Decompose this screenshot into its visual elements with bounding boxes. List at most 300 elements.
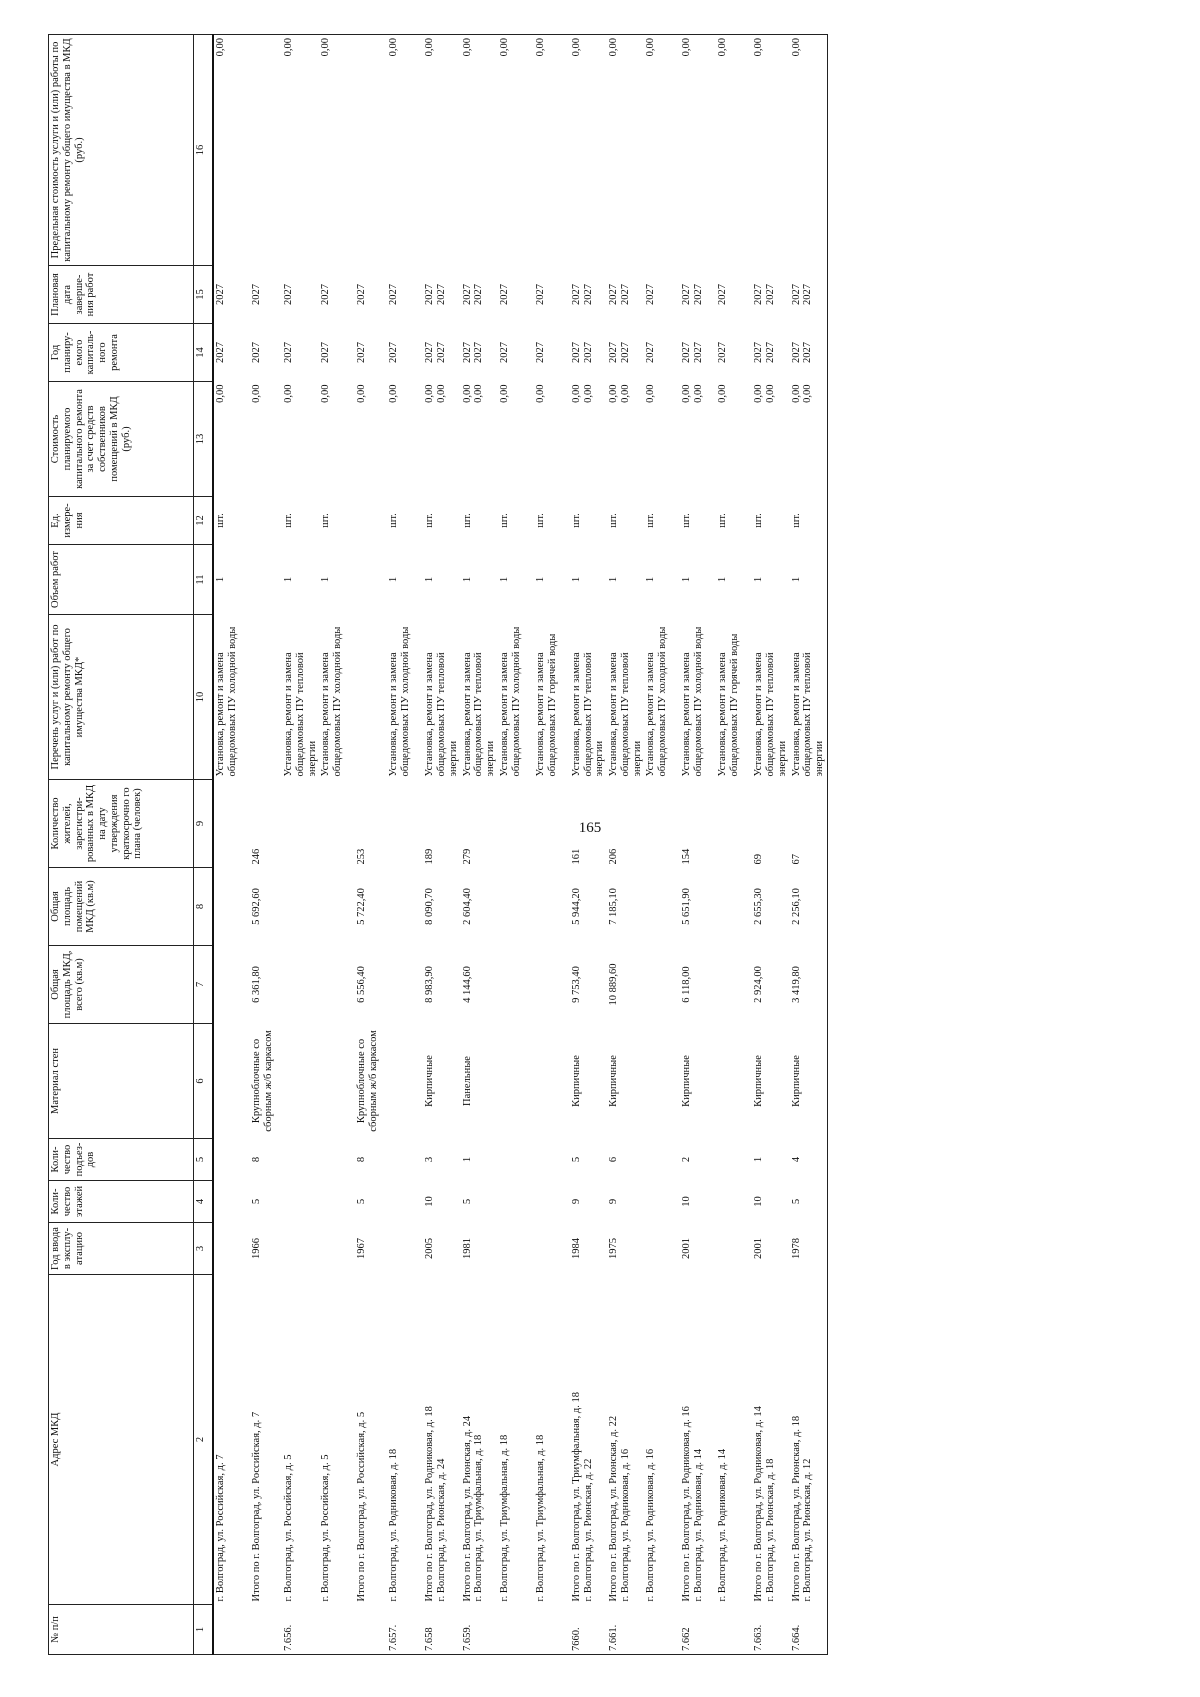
cell-entrances	[319, 1139, 355, 1181]
cell-residents	[282, 780, 319, 868]
cell-completion-date: 2027 2027	[681, 284, 704, 305]
cell-year-built	[498, 1223, 534, 1275]
cell-works-list	[250, 615, 282, 780]
cell-year-built	[319, 1223, 355, 1275]
cell-address: Итого по г. Волгоград, ул. Рионская, д. 18 г. Волгоград, ул. Рионская, д. 12	[790, 1275, 828, 1605]
table-row	[716, 35, 752, 1655]
cell-owner-cost: 0,00 0,00	[570, 384, 594, 403]
cell-max-cost: 0,00	[607, 35, 644, 266]
cell-completion-date: 2027	[251, 284, 262, 305]
cell-address: г. Волгоград, ул. Российская, д. 5	[320, 1454, 332, 1602]
cell-floors	[498, 1181, 534, 1223]
cell-premises-area: 5 651,90	[681, 888, 693, 925]
cell-total-area: 3 419,80	[790, 946, 828, 1024]
cell-repair-year: 2027	[534, 342, 546, 363]
cell-max-cost: 0,00	[461, 35, 498, 266]
cell-entrances	[213, 1139, 250, 1181]
cell-work-volume: 1	[645, 576, 657, 583]
cell-works-list: Установка, ремонт и замена общедомовых ПУ тепловой энергии	[424, 652, 459, 777]
column-number: 9	[194, 780, 214, 868]
cell-work-volume: 1	[498, 576, 510, 583]
cell-premises-area	[282, 868, 319, 946]
cell-total-area	[387, 946, 423, 1024]
cell-year-built	[716, 1223, 752, 1275]
cell-unit: шт.	[608, 513, 619, 528]
column-header: Общая площадь МКД, всего (кв.м)	[49, 946, 194, 1024]
cell-owner-cost: 0,00	[388, 384, 400, 403]
cell-row-number: 7.661.	[607, 1605, 644, 1655]
cell-address: г. Волгоград, ул. Российская, д. 7	[215, 1454, 226, 1602]
column-number: 16	[194, 35, 214, 266]
cell-works-list: Установка, ремонт и замена общедомовых ПУ холодной воды	[215, 626, 238, 777]
cell-wall-material: Панельные	[461, 1056, 473, 1106]
page-number: 165	[578, 820, 602, 836]
cell-year-built: 2001	[753, 1238, 765, 1259]
cell-year-built: 1978	[790, 1223, 828, 1275]
cell-year-built: 2005	[424, 1238, 436, 1259]
column-header: Год планиру-емого капиталь-ного ремонта	[49, 324, 194, 382]
table-row	[423, 35, 460, 1655]
cell-entrances: 1	[753, 1156, 765, 1163]
cell-repair-year: 2027 2027	[753, 342, 776, 363]
cell-row-number	[250, 1605, 282, 1655]
cell-work-volume: 1	[215, 576, 226, 583]
cell-work-volume: 1	[570, 576, 582, 583]
cell-entrances	[387, 1139, 423, 1181]
cell-floors: 5	[251, 1198, 262, 1205]
column-number-row	[194, 35, 214, 1655]
cell-repair-year: 2027	[320, 342, 332, 363]
cell-floors	[387, 1181, 423, 1223]
cell-address: г. Волгоград, ул. Триумфальная, д. 18	[498, 1434, 510, 1602]
cell-year-built: 1967	[356, 1238, 368, 1259]
cell-wall-material	[644, 1024, 680, 1139]
cell-owner-cost: 0,00	[498, 384, 510, 403]
cell-repair-year: 2027	[717, 342, 729, 363]
cell-completion-date: 2027	[215, 284, 226, 305]
cell-completion-date: 2027 2027	[461, 284, 485, 305]
cell-address: Итого по г. Волгоград, ул. Рионская, д. 22 г. Волгоград, ул. Родниковая, д. 16	[608, 1415, 631, 1602]
cell-residents	[716, 780, 752, 868]
cell-entrances	[282, 1139, 319, 1181]
cell-residents: 253	[356, 848, 368, 865]
cell-row-number: 7.658	[423, 1605, 460, 1655]
cell-floors: 10	[753, 1196, 765, 1207]
cell-floors: 5	[461, 1198, 473, 1205]
cell-owner-cost: 0,00	[320, 384, 332, 403]
table-row	[752, 35, 789, 1655]
cell-max-cost: 0,00	[498, 35, 534, 266]
cell-work-volume: 1	[461, 576, 473, 583]
column-header: Адрес МКД	[49, 1275, 194, 1605]
cell-premises-area: 7 185,10	[608, 888, 619, 925]
cell-repair-year: 2027	[645, 342, 657, 363]
cell-repair-year: 2027	[498, 342, 510, 363]
cell-works-list: Установка, ремонт и замена общедомовых ПУ тепловой энергии	[283, 652, 318, 777]
cell-max-cost: 0,00	[282, 35, 319, 266]
cell-row-number	[498, 1605, 534, 1655]
cell-unit: шт.	[320, 513, 332, 528]
cell-works-list: Установка, ремонт и замена общедомовых ПУ холодной воды	[388, 626, 411, 777]
cell-entrances	[498, 1139, 534, 1181]
cell-floors	[716, 1181, 752, 1223]
cell-owner-cost: 0,00	[534, 384, 546, 403]
column-number: 12	[194, 497, 214, 545]
cell-unit	[355, 497, 387, 545]
cell-repair-year: 2027	[215, 342, 226, 363]
cell-works-list: Установка, ремонт и замена общедомовых ПУ холодной воды	[681, 626, 704, 777]
cell-work-volume: 1	[424, 576, 436, 583]
cell-completion-date: 2027	[645, 284, 657, 305]
cell-wall-material	[213, 1024, 250, 1139]
cell-total-area	[644, 946, 680, 1024]
cell-residents	[534, 780, 570, 868]
column-header: Предельная стоимость услуги и (или) работы по капитальному ремонту общего имущества в МКД (руб.)	[49, 35, 194, 266]
cell-row-number	[355, 1605, 387, 1655]
cell-entrances	[716, 1139, 752, 1181]
column-header: Количество жителей, зарегистри-рованных в МКД на дату утверждения краткосрочно го плана (человек)	[49, 780, 194, 868]
cell-unit: шт.	[570, 513, 582, 528]
cell-completion-date: 2027 2027	[753, 284, 776, 305]
cell-completion-date: 2027	[283, 284, 294, 305]
cell-total-area: 6 556,40	[356, 966, 368, 1003]
cell-premises-area	[319, 868, 355, 946]
cell-premises-area: 2 604,40	[461, 888, 473, 925]
cell-max-cost: 0,00	[213, 35, 250, 266]
cell-total-area: 6 118,00	[681, 966, 693, 1003]
cell-premises-area: 5 944,20	[570, 888, 582, 925]
cell-owner-cost: 0,00	[283, 384, 294, 403]
cell-row-number	[319, 1605, 355, 1655]
cell-address: Итого по г. Волгоград, ул. Российская, д. 5	[356, 1411, 368, 1602]
cell-wall-material: Крупноблочные со сборным ж/б каркасом	[356, 1030, 379, 1132]
cell-floors	[319, 1181, 355, 1223]
cell-floors: 10	[681, 1196, 693, 1207]
cell-row-number: 7.659.	[461, 1605, 498, 1655]
cell-row-number	[213, 1605, 250, 1655]
cell-works-list: Установка, ремонт и замена общедомовых ПУ тепловой энергии	[461, 652, 496, 777]
table-body	[213, 35, 827, 1655]
cell-floors	[644, 1181, 680, 1223]
cell-unit: шт.	[461, 513, 473, 528]
table-row	[680, 35, 716, 1655]
cell-completion-date: 2027	[498, 284, 510, 305]
cell-floors: 10	[424, 1196, 436, 1207]
cell-max-cost: 0,00	[716, 35, 752, 266]
cell-premises-area: 5 692,60	[251, 888, 262, 925]
cell-owner-cost: 0,00 0,00	[461, 384, 485, 403]
table-row	[534, 35, 570, 1655]
cell-unit: шт.	[681, 513, 693, 528]
cell-year-built	[387, 1223, 423, 1275]
cell-work-volume: 1	[608, 576, 619, 583]
column-number: 10	[194, 615, 214, 780]
cell-total-area	[282, 946, 319, 1024]
cell-completion-date: 2027	[320, 284, 332, 305]
cell-repair-year: 2027	[388, 342, 400, 363]
cell-works-list: Установка, ремонт и замена общедомовых ПУ горячей воды	[717, 633, 740, 777]
cell-unit	[250, 497, 282, 545]
cell-entrances: 6	[608, 1156, 619, 1163]
cell-work-volume	[355, 545, 387, 615]
cell-total-area	[534, 946, 570, 1024]
cell-address: г. Волгоград, ул. Российская, д. 5	[283, 1454, 294, 1602]
cell-row-number: 7660.	[570, 1605, 607, 1655]
cell-floors: 9	[608, 1198, 619, 1205]
cell-max-cost: 0,00	[790, 35, 828, 266]
cell-unit: шт.	[717, 513, 729, 528]
cell-wall-material: Крупноблочные со сборным ж/б каркасом	[251, 1030, 274, 1132]
cell-address: г. Волгоград, ул. Родниковая, д. 16	[645, 1448, 657, 1602]
cell-year-built: 1975	[608, 1238, 619, 1259]
cell-residents: 69	[753, 854, 765, 865]
cell-repair-year: 2027 2027	[681, 342, 704, 363]
column-number: 13	[194, 382, 214, 497]
cell-entrances	[644, 1139, 680, 1181]
table-row	[282, 35, 319, 1655]
cell-max-cost	[250, 35, 282, 266]
table-row	[461, 35, 498, 1655]
column-number: 4	[194, 1181, 214, 1223]
cell-floors	[282, 1181, 319, 1223]
cell-wall-material: Кирпичные	[608, 1055, 619, 1107]
cell-owner-cost: 0,00	[251, 384, 262, 403]
column-number: 6	[194, 1024, 214, 1139]
cell-total-area: 8 983,90	[424, 966, 436, 1003]
cell-wall-material: Кирпичные	[681, 1055, 693, 1107]
cell-work-volume	[250, 545, 282, 615]
cell-max-cost: 0,00	[680, 35, 716, 266]
cell-work-volume: 1	[681, 576, 693, 583]
cell-premises-area	[387, 868, 423, 946]
cell-floors	[534, 1181, 570, 1223]
cell-owner-cost: 0,00 0,00	[608, 384, 631, 403]
cell-residents	[319, 780, 355, 868]
cell-works-list: Установка, ремонт и замена общедомовых ПУ холодной воды	[498, 626, 522, 777]
cell-residents: 279	[461, 848, 473, 865]
cell-row-number: 7.663.	[752, 1605, 789, 1655]
cell-address: Итого по г. Волгоград, ул. Рионская, д. 24 г. Волгоград, ул. Триумфальная, д. 18	[461, 1415, 485, 1602]
column-number: 11	[194, 545, 214, 615]
column-header: № п/п	[49, 1605, 194, 1655]
cell-premises-area: 2 655,30	[753, 888, 765, 925]
cell-row-number: 7.656.	[282, 1605, 319, 1655]
cell-owner-cost: 0,00 0,00	[790, 382, 828, 497]
cell-unit: шт.	[388, 513, 400, 528]
cell-repair-year: 2027 2027	[608, 342, 631, 363]
column-number: 3	[194, 1223, 214, 1275]
cell-premises-area	[644, 868, 680, 946]
cell-residents	[387, 780, 423, 868]
column-number: 7	[194, 946, 214, 1024]
cell-year-built: 1984	[570, 1238, 582, 1259]
cell-row-number	[534, 1605, 570, 1655]
cell-work-volume: 1	[753, 576, 765, 583]
cell-total-area	[716, 946, 752, 1024]
column-header: Перечень услуг и (или) работ по капитальному ремонту общего имущества МКД*	[49, 615, 194, 780]
cell-premises-area: 8 090,70	[424, 888, 436, 925]
cell-address: Итого по г. Волгоград, ул. Родниковая, д. 16 г. Волгоград, ул. Родниковая, д. 14	[681, 1406, 704, 1602]
cell-owner-cost: 0,00 0,00	[753, 384, 776, 403]
table-row	[644, 35, 680, 1655]
column-number: 5	[194, 1139, 214, 1181]
cell-year-built	[282, 1223, 319, 1275]
column-header: Коли-чество этажей	[49, 1181, 194, 1223]
table-row	[387, 35, 423, 1655]
cell-premises-area: 5 722,40	[356, 888, 368, 925]
cell-works-list: Установка, ремонт и замена общедомовых ПУ тепловой энергии	[753, 652, 788, 777]
cell-wall-material: Кирпичные	[570, 1055, 582, 1107]
cell-total-area: 10 889,60	[608, 963, 619, 1006]
cell-premises-area	[213, 868, 250, 946]
cell-address: Итого по г. Волгоград, ул. Российская, д. 7	[251, 1411, 262, 1602]
cell-premises-area	[498, 868, 534, 946]
table-row	[607, 35, 644, 1655]
cell-residents: 154	[681, 848, 693, 865]
cell-work-volume: 1	[388, 576, 400, 583]
column-number: 14	[194, 324, 214, 382]
cell-premises-area: 2 256,10	[790, 868, 828, 946]
cell-floors: 5	[356, 1198, 368, 1205]
cell-row-number	[716, 1605, 752, 1655]
cell-floors: 9	[570, 1198, 582, 1205]
column-number: 8	[194, 868, 214, 946]
cell-row-number	[644, 1605, 680, 1655]
cell-total-area	[319, 946, 355, 1024]
header-row	[49, 35, 194, 1655]
cell-entrances: 5	[570, 1156, 582, 1163]
cell-owner-cost: 0,00 0,00	[681, 384, 704, 403]
column-number: 15	[194, 266, 214, 324]
cell-completion-date: 2027 2027	[608, 284, 631, 305]
cell-entrances: 4	[790, 1139, 828, 1181]
column-number: 2	[194, 1275, 214, 1605]
cell-unit: шт.	[424, 513, 436, 528]
cell-residents: 189	[424, 848, 436, 865]
cell-total-area	[498, 946, 534, 1024]
cell-premises-area	[534, 868, 570, 946]
cell-works-list: Установка, ремонт и замена общедомовых ПУ тепловой энергии	[570, 652, 606, 777]
cell-max-cost: 0,00	[644, 35, 680, 266]
cell-work-volume: 1	[790, 545, 828, 615]
column-header: Год ввода в эксплу-атацию	[49, 1223, 194, 1275]
cell-owner-cost: 0,00	[356, 384, 368, 403]
cell-wall-material: Кирпичные	[790, 1024, 828, 1139]
cell-address: г. Волгоград, ул. Родниковая, д. 14	[717, 1448, 729, 1602]
cell-max-cost: 0,00	[570, 35, 607, 266]
cell-repair-year: 2027	[356, 342, 368, 363]
cell-row-number: 7.662	[680, 1605, 716, 1655]
cell-completion-date: 2027	[717, 284, 729, 305]
column-header: Материал стен	[49, 1024, 194, 1139]
column-header: Ед. измере-ния	[49, 497, 194, 545]
cell-entrances	[534, 1139, 570, 1181]
cell-entrances: 8	[251, 1156, 262, 1163]
cell-repair-year: 2027 2027	[790, 324, 828, 382]
cell-repair-year: 2027 2027	[570, 342, 594, 363]
repair-plan-table	[48, 34, 828, 1655]
cell-unit: шт.	[645, 513, 657, 528]
cell-works-list: Установка, ремонт и замена общедомовых ПУ тепловой энергии	[608, 652, 643, 777]
column-header: Коли-чество подъез-дов	[49, 1139, 194, 1181]
column-number: 1	[194, 1605, 214, 1655]
cell-max-cost: 0,00	[534, 35, 570, 266]
cell-max-cost	[355, 35, 387, 266]
cell-total-area: 6 361,80	[251, 966, 262, 1003]
cell-wall-material: Кирпичные	[753, 1055, 765, 1107]
cell-work-volume: 1	[283, 576, 294, 583]
cell-residents: 206	[608, 848, 619, 865]
column-header: Плановая дата заверше-ния работ	[49, 266, 194, 324]
cell-unit: шт.	[790, 497, 828, 545]
cell-residents	[498, 780, 534, 868]
cell-works-list: Установка, ремонт и замена общедомовых ПУ тепловой энергии	[790, 615, 828, 780]
cell-repair-year: 2027	[251, 342, 262, 363]
cell-total-area: 4 144,60	[461, 966, 473, 1003]
cell-row-number: 7.657.	[387, 1605, 423, 1655]
cell-owner-cost: 0,00	[215, 384, 226, 403]
cell-unit: шт.	[753, 513, 765, 528]
cell-residents: 246	[251, 848, 262, 865]
cell-max-cost: 0,00	[387, 35, 423, 266]
cell-unit: шт.	[534, 513, 546, 528]
cell-repair-year: 2027 2027	[461, 342, 485, 363]
table-row	[250, 35, 282, 1655]
cell-total-area: 9 753,40	[570, 966, 582, 1003]
cell-year-built: 2001	[681, 1238, 693, 1259]
cell-wall-material	[716, 1024, 752, 1139]
cell-max-cost: 0,00	[752, 35, 789, 266]
cell-row-number: 7.664.	[790, 1605, 828, 1655]
cell-residents	[644, 780, 680, 868]
cell-residents: 67	[790, 780, 828, 868]
cell-wall-material	[498, 1024, 534, 1139]
cell-works-list	[355, 615, 387, 780]
table-row	[570, 35, 607, 1655]
cell-address: Итого по г. Волгоград, ул. Триумфальная, д. 18 г. Волгоград, ул. Рионская, д. 22	[570, 1392, 594, 1602]
cell-work-volume: 1	[534, 576, 546, 583]
cell-floors	[213, 1181, 250, 1223]
cell-works-list: Установка, ремонт и замена общедомовых ПУ горячей воды	[534, 633, 558, 777]
cell-unit: шт.	[215, 513, 226, 528]
cell-entrances: 8	[356, 1156, 368, 1163]
cell-owner-cost: 0,00	[717, 384, 729, 403]
column-header: Объем работ	[49, 545, 194, 615]
cell-repair-year: 2027	[283, 342, 294, 363]
cell-wall-material	[319, 1024, 355, 1139]
cell-completion-date: 2027	[534, 284, 546, 305]
cell-owner-cost: 0,00	[645, 384, 657, 403]
table-row	[790, 35, 828, 1655]
cell-work-volume: 1	[717, 576, 729, 583]
cell-repair-year: 2027 2027	[424, 342, 447, 363]
cell-wall-material	[534, 1024, 570, 1139]
cell-max-cost: 0,00	[423, 35, 460, 266]
cell-year-built	[213, 1223, 250, 1275]
cell-floors: 5	[790, 1181, 828, 1223]
cell-wall-material	[387, 1024, 423, 1139]
cell-premises-area	[716, 868, 752, 946]
table-row	[213, 35, 250, 1655]
cell-address: г. Волгоград, ул. Триумфальная, д. 18	[534, 1434, 546, 1602]
column-header: Общая площадь помещений МКД (кв.м)	[49, 868, 194, 946]
table-row	[498, 35, 534, 1655]
column-header: Стоимость планируемого капитального ремонта за счет средств собственников помещений в МКД (руб.)	[49, 382, 194, 497]
rotated-table-container	[48, 35, 1128, 1655]
cell-entrances: 3	[424, 1156, 436, 1163]
cell-year-built	[534, 1223, 570, 1275]
table-row	[355, 35, 387, 1655]
